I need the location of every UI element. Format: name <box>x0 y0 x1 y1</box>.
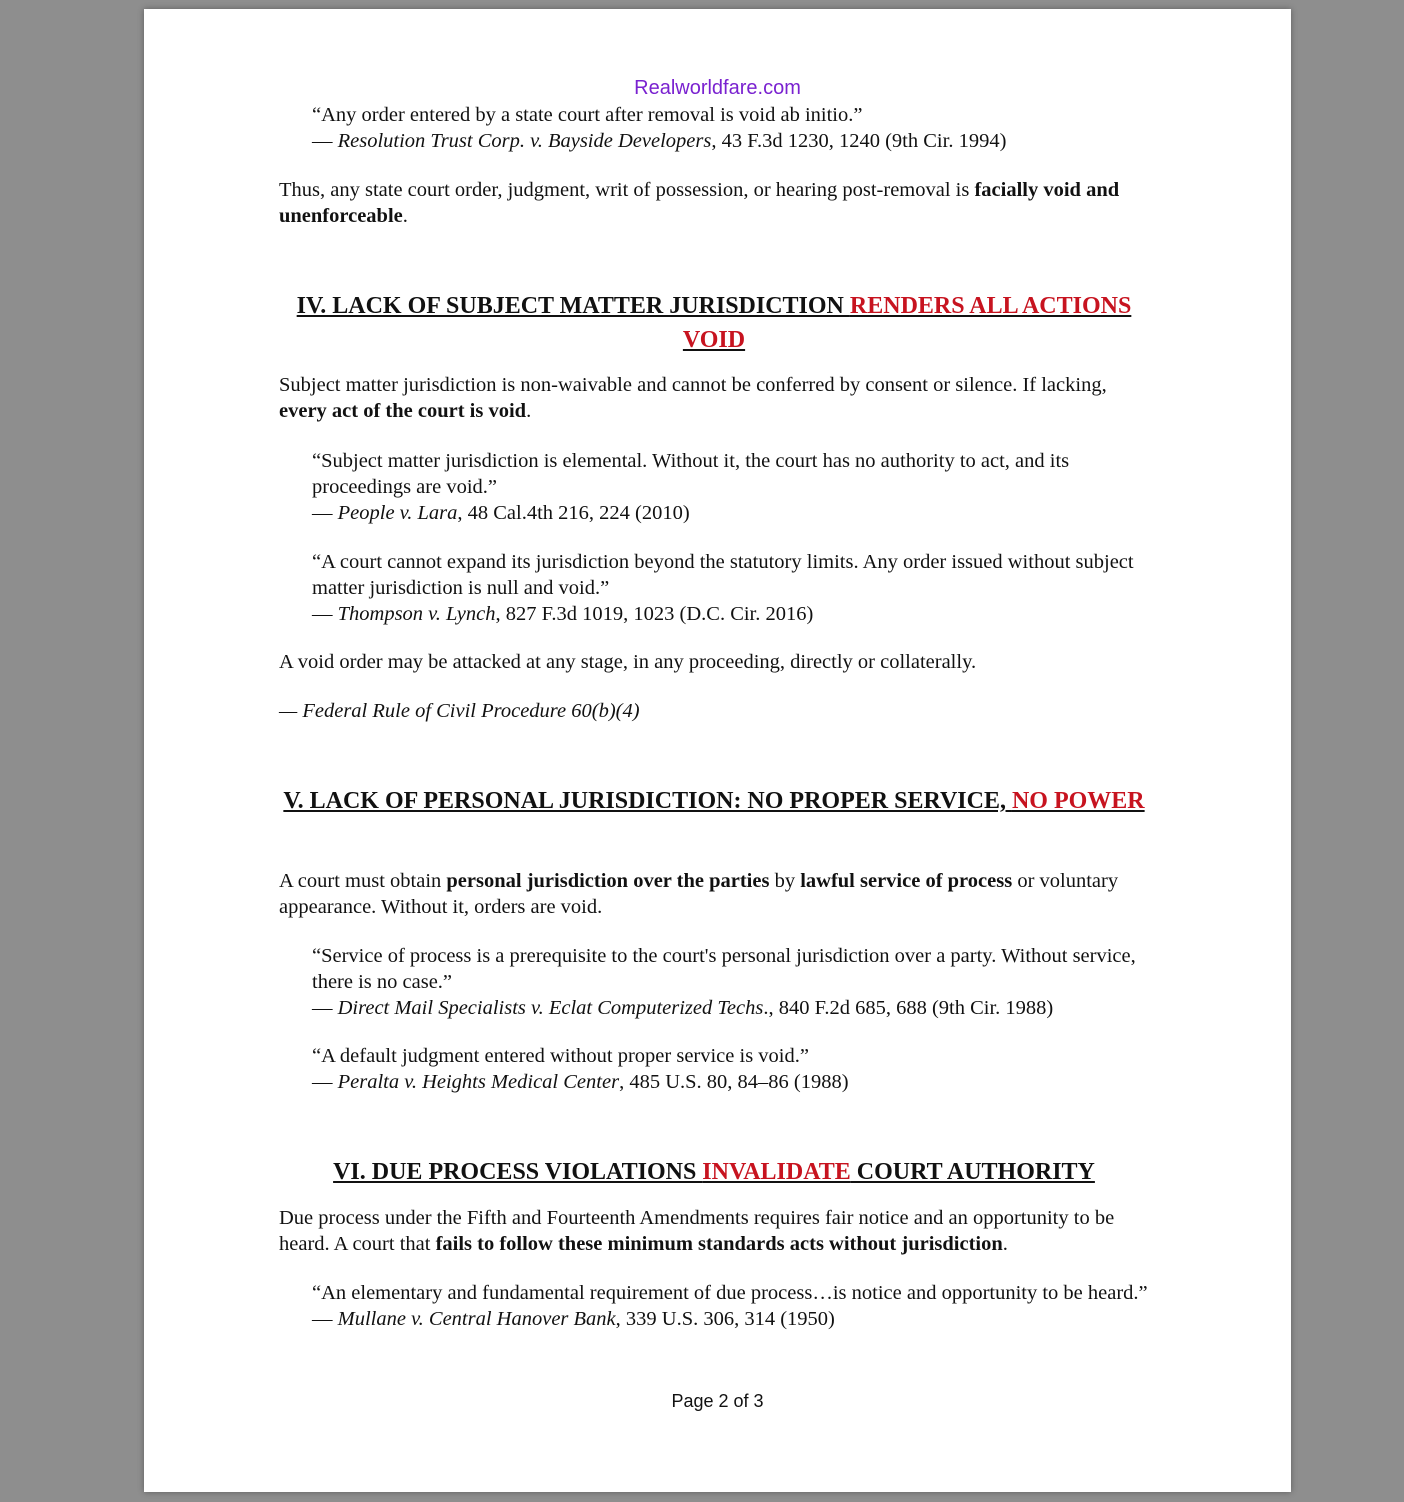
quote-text: “A court cannot expand its jurisdiction beyond the statutory limits. Any order issued without subject matter jurisdiction is null and void.” <box>312 551 1134 599</box>
quote-block <box>279 1043 1149 1095</box>
paragraph: A void order may be attacked at any stage, in any proceeding, directly or collaterally. <box>279 651 977 673</box>
quote-block <box>279 1280 1149 1332</box>
rule-citation: — Federal Rule of Civil Procedure 60(b)(4) <box>279 700 640 722</box>
quote-block <box>279 943 1149 1021</box>
document-page <box>144 9 1291 1492</box>
quote-block <box>279 549 1149 627</box>
page-number: Page 2 of 3 <box>671 1391 764 1411</box>
quote-citation: — Thompson v. Lynch, 827 F.3d 1019, 1023 (D.C. Cir. 2016) <box>312 603 814 625</box>
section-heading-v: V. LACK OF PERSONAL JURISDICTION: NO PROPER SERVICE, NO POWER <box>283 788 1145 814</box>
quote-citation: — People v. Lara, 48 Cal.4th 216, 224 (2010) <box>312 502 690 524</box>
quote-text: “Service of process is a prerequisite to the court's personal jurisdiction over a party. Without service, there is no case.” <box>312 945 1136 993</box>
watermark: Realworldfare.com <box>634 77 801 99</box>
quote-citation: — Direct Mail Specialists v. Eclat Computerized Techs., 840 F.2d 685, 688 (9th Cir. 1988) <box>312 997 1054 1019</box>
quote-text: “Any order entered by a state court after removal is void ab initio.” <box>312 104 863 126</box>
paragraph: Thus, any state court order, judgment, writ of possession, or hearing post-removal is facially void and unenforceable. <box>279 179 1120 227</box>
paragraph: A court must obtain personal jurisdiction over the parties by lawful service of process or voluntary appearance. Without it, orders are void. <box>279 870 1119 918</box>
quote-block <box>279 448 1149 526</box>
quote-text: “Subject matter jurisdiction is elemental. Without it, the court has no authority to act, and its proceedings are void.” <box>312 450 1070 498</box>
paragraph: Due process under the Fifth and Fourteenth Amendments requires fair notice and an opportunity to be heard. A court that fails to follow these minimum standards acts without jurisdiction. <box>279 1207 1115 1255</box>
quote-text: “A default judgment entered without proper service is void.” <box>312 1045 809 1067</box>
quote-citation: — Resolution Trust Corp. v. Bayside Developers, 43 F.3d 1230, 1240 (9th Cir. 1994) <box>312 130 1007 152</box>
quote-text: “An elementary and fundamental requirement of due process…is notice and opportunity to be heard.” <box>312 1282 1148 1304</box>
quote-citation: — Peralta v. Heights Medical Center, 485 U.S. 80, 84–86 (1988) <box>312 1071 849 1093</box>
quote-block <box>279 102 1149 154</box>
quote-citation: — Mullane v. Central Hanover Bank, 339 U.S. 306, 314 (1950) <box>312 1308 835 1330</box>
section-heading-iv: IV. LACK OF SUBJECT MATTER JURISDICTION RENDERS ALL ACTIONS VOID <box>296 293 1132 353</box>
section-heading-vi: VI. DUE PROCESS VIOLATIONS INVALIDATE COURT AUTHORITY <box>333 1159 1095 1185</box>
paragraph: Subject matter jurisdiction is non-waivable and cannot be conferred by consent or silence. If lacking, every act of the court is void. <box>279 374 1107 422</box>
